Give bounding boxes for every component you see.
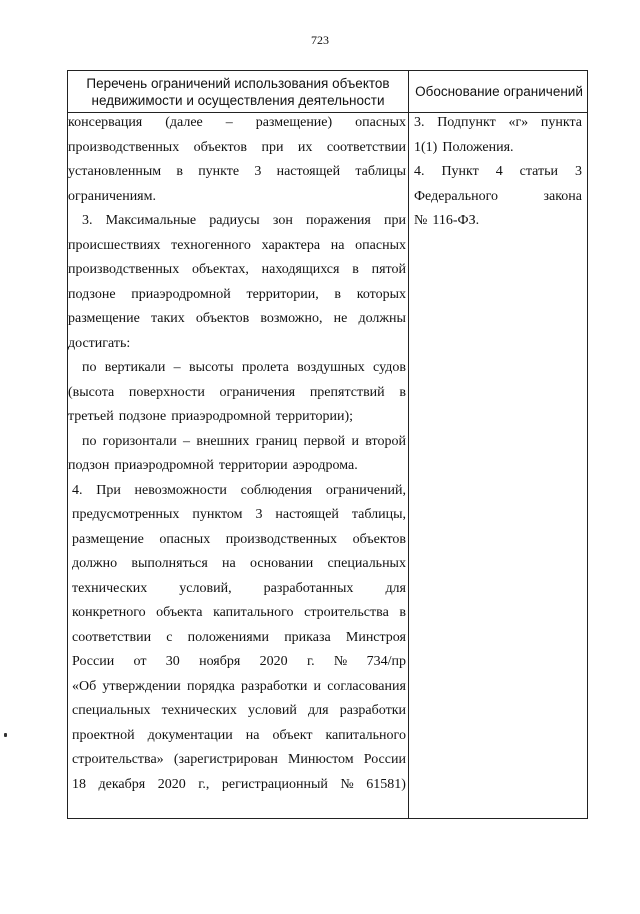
text-line <box>68 212 406 237</box>
word: невозможности <box>134 482 227 498</box>
column-header-justification: Обоснование ограничений <box>415 84 583 99</box>
word: г. <box>306 654 315 669</box>
word: характера <box>261 237 321 253</box>
word: Положения. <box>442 139 514 155</box>
text-line <box>68 139 406 164</box>
word: приаэродромной <box>131 286 231 302</box>
word: границ <box>255 433 298 449</box>
word: (далее <box>165 115 203 130</box>
word: радиусы <box>209 213 260 228</box>
word: пролета <box>241 360 289 375</box>
text-line <box>68 653 406 678</box>
word: капитального <box>213 605 294 620</box>
word: декабря <box>98 776 146 792</box>
word: по <box>82 433 97 449</box>
word: 4 <box>495 164 503 179</box>
word: поверхности <box>128 384 205 400</box>
word: производственных <box>225 531 338 547</box>
word: происшествиях <box>68 237 161 253</box>
word: должно <box>72 556 118 571</box>
word: подзоне <box>68 286 116 302</box>
word: 2020 <box>259 654 288 669</box>
word: должны <box>358 311 406 326</box>
word: строительства» <box>72 752 164 767</box>
word: – <box>173 360 181 375</box>
word: не <box>333 311 348 326</box>
text-line <box>68 751 406 776</box>
word: которых <box>356 286 406 302</box>
text-line <box>68 629 406 654</box>
word: разработки <box>339 703 406 718</box>
text-line <box>68 433 406 458</box>
word: 4. <box>72 482 83 498</box>
word: судов <box>373 360 406 375</box>
word: препятствий <box>309 384 385 400</box>
page-number: 723 <box>311 33 329 47</box>
word: размещение <box>68 311 140 326</box>
text-line <box>68 555 406 580</box>
text-line <box>68 163 406 188</box>
word: аэродрома. <box>292 458 358 473</box>
word: – <box>225 115 233 130</box>
text-line <box>68 457 406 482</box>
word: объектов <box>195 311 250 326</box>
word: опасных <box>355 115 406 130</box>
word: утверждении <box>102 678 181 694</box>
word: конкретного <box>72 605 146 620</box>
justification-text <box>414 114 582 237</box>
restrictions-table <box>67 70 588 819</box>
text-line <box>68 776 406 801</box>
header-divider <box>68 112 587 113</box>
text-line <box>68 237 406 262</box>
word: вертикали <box>104 360 166 375</box>
word: 3 <box>254 164 262 179</box>
word: в <box>176 164 183 179</box>
word: Минюстом <box>287 752 354 767</box>
word: приказа <box>284 629 331 645</box>
word: 4. <box>414 164 425 179</box>
text-line <box>414 139 582 164</box>
word: для <box>307 703 329 718</box>
word: размещение) <box>255 115 333 130</box>
word: настоящей <box>276 164 341 179</box>
text-line <box>68 335 406 360</box>
word: специальных <box>327 556 406 571</box>
word: соответствии <box>326 139 406 155</box>
word: 18 <box>72 776 86 792</box>
word: – <box>183 433 191 449</box>
word: достигать: <box>68 335 131 351</box>
word: первой <box>303 433 346 449</box>
word: находящихся <box>261 262 340 277</box>
word: и <box>351 433 359 449</box>
word: объекта <box>156 605 203 620</box>
word: от <box>133 654 147 669</box>
word: условий <box>248 703 297 718</box>
text-line <box>68 702 406 727</box>
word: технических <box>161 703 237 718</box>
word: на <box>330 237 345 253</box>
word: воздушных <box>297 360 365 375</box>
word: приаэродромной <box>114 458 214 473</box>
word: Федерального <box>414 188 499 204</box>
column-header-restrictions <box>68 75 408 109</box>
word: в <box>399 384 406 400</box>
word: в <box>399 605 406 620</box>
text-line <box>68 359 406 384</box>
word: 3. <box>82 213 93 228</box>
word: условий, <box>179 580 232 596</box>
text-line <box>68 604 406 629</box>
word: второй <box>365 433 406 449</box>
text-line <box>68 408 406 433</box>
text-line <box>414 163 582 188</box>
word: строительства <box>304 605 389 620</box>
word: размещение <box>72 531 144 547</box>
word: установленным <box>68 164 162 179</box>
word: горизонтали <box>102 433 177 449</box>
word: территории, <box>246 286 319 302</box>
header-line: Перечень ограничений использования объектов <box>86 76 390 91</box>
column-divider <box>408 71 409 818</box>
word: таблицы <box>355 164 406 179</box>
word: 2020 <box>157 776 186 792</box>
word: таблицы, <box>351 507 406 522</box>
word: на <box>245 727 260 743</box>
word: соблюдения <box>240 482 313 498</box>
scan-mark <box>4 733 7 737</box>
word: документации <box>147 727 233 743</box>
word: подзон <box>68 458 110 473</box>
word: 3. <box>414 115 425 130</box>
word: 3 <box>574 164 582 179</box>
word: «г» <box>508 115 529 130</box>
word: пунктом <box>192 507 243 522</box>
word: опасных <box>159 531 211 547</box>
word: России <box>363 752 406 767</box>
word: внешних <box>196 433 250 449</box>
text-line <box>68 678 406 703</box>
word: опасных <box>355 237 406 253</box>
word: Минстроя <box>345 629 406 645</box>
word: в <box>334 286 342 302</box>
word: № <box>414 213 428 228</box>
word: № <box>340 776 354 792</box>
word: № <box>333 654 348 669</box>
word: для <box>385 580 406 596</box>
text-line <box>414 188 582 213</box>
word: разработанных <box>263 580 354 596</box>
word: третьей <box>68 409 114 424</box>
word: ограничениям. <box>68 188 156 204</box>
word: 1(1) <box>414 139 438 155</box>
word: приаэродромной <box>171 409 271 424</box>
word: 734/пр <box>366 654 406 669</box>
word: статьи <box>519 164 559 179</box>
word: таких <box>150 311 185 326</box>
word: предусмотренных <box>72 507 180 522</box>
word: пункта <box>540 115 582 130</box>
word: пункте <box>198 164 240 179</box>
word: технических <box>72 580 148 596</box>
word: производственных <box>68 139 180 155</box>
word: пятой <box>371 262 406 277</box>
word: ограничений, <box>325 482 406 498</box>
word: согласования <box>327 678 406 694</box>
word: на <box>222 556 236 571</box>
word: Подпункт <box>437 115 496 130</box>
word: техногенного <box>171 237 251 253</box>
word: консервация <box>68 115 143 130</box>
word: по <box>82 360 97 375</box>
text-line <box>68 482 406 507</box>
word: 116-ФЗ. <box>432 213 480 228</box>
word: Максимальные <box>105 213 197 228</box>
text-line <box>68 188 406 213</box>
word: подзоне <box>118 409 167 424</box>
word: поражения <box>306 213 371 228</box>
word: 3 <box>255 507 263 522</box>
word: «Об <box>72 678 97 694</box>
word: (высота <box>68 384 115 400</box>
text-line <box>68 580 406 605</box>
word: Пункт <box>441 164 479 179</box>
word: капитального <box>325 727 406 743</box>
word: и <box>313 678 322 694</box>
word: г., <box>198 776 210 792</box>
word: зон <box>272 213 293 228</box>
word: их <box>297 139 313 155</box>
word: объектов <box>193 139 248 155</box>
word: России <box>72 654 115 669</box>
word: 30 <box>165 654 180 669</box>
text-line <box>68 286 406 311</box>
word: регистрационный <box>221 776 328 792</box>
word: при <box>261 139 284 155</box>
word: закона <box>543 188 582 204</box>
text-line <box>68 310 406 335</box>
word: территории); <box>275 409 354 424</box>
word: высоты <box>188 360 234 375</box>
word: территории <box>218 458 288 473</box>
word: ограничения <box>219 384 296 400</box>
word: разработки <box>241 678 308 694</box>
word: объект <box>272 727 313 743</box>
word: возможно, <box>260 311 323 326</box>
word: основании <box>250 556 314 571</box>
text-line <box>68 261 406 286</box>
word: с <box>166 629 173 645</box>
text-line <box>414 114 582 139</box>
text-line <box>68 506 406 531</box>
word: (зарегистрирован <box>173 752 278 767</box>
text-line <box>68 114 406 139</box>
text-line <box>68 531 406 556</box>
word: объектов <box>352 531 406 547</box>
word: настоящей <box>275 507 339 522</box>
word: порядка <box>186 678 235 694</box>
word: ноября <box>199 654 241 669</box>
word: 61581) <box>366 776 406 792</box>
word: производственных <box>68 262 180 277</box>
text-line <box>68 384 406 409</box>
word: соответствии <box>72 629 152 645</box>
word: положениями <box>187 629 270 645</box>
text-line <box>68 727 406 752</box>
word: при <box>384 213 406 228</box>
header-line: недвижимости и осуществления деятельности <box>91 93 385 108</box>
text-line <box>414 212 582 237</box>
word: выполняться <box>131 556 208 571</box>
restrictions-text <box>68 114 406 800</box>
word: в <box>352 262 359 277</box>
word: При <box>96 482 121 498</box>
word: объектах, <box>191 262 249 277</box>
word: проектной <box>72 727 135 743</box>
word: специальных <box>72 703 151 718</box>
